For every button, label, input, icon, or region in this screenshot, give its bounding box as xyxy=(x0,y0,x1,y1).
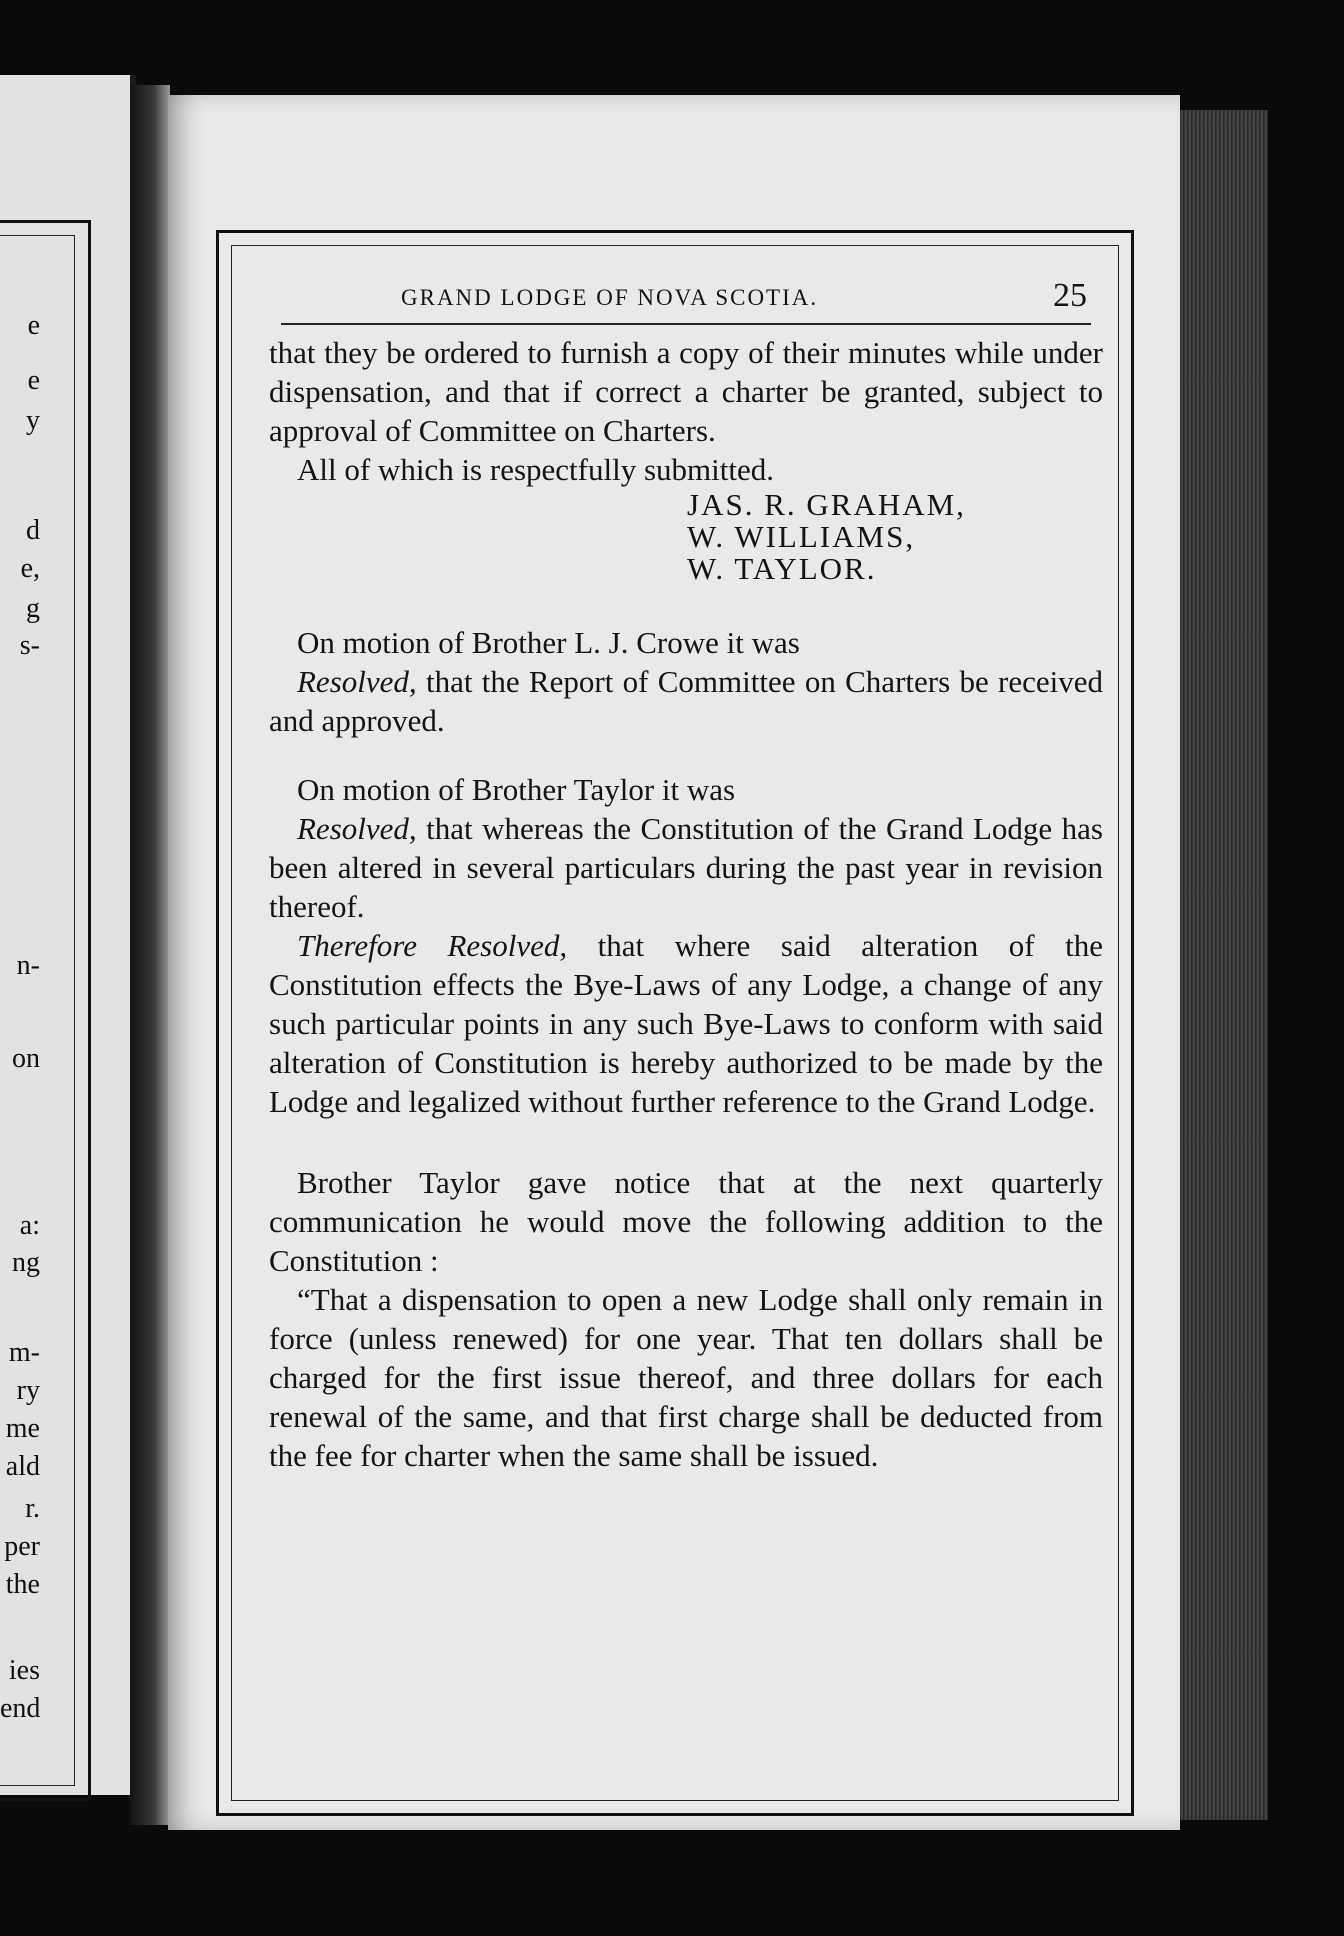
motion-paragraph: On motion of Brother L. J. Crowe it was xyxy=(297,625,800,660)
left-fragment: me xyxy=(5,1413,40,1444)
page-body xyxy=(269,333,1103,1475)
left-fragment: e, xyxy=(20,553,40,584)
signature: W. TAYLOR. xyxy=(687,551,877,586)
signature-block xyxy=(269,489,1103,585)
left-fragment: ng xyxy=(12,1247,40,1278)
motion-paragraph: On motion of Brother Taylor it was xyxy=(297,772,736,807)
resolution-paragraph xyxy=(269,926,1103,1121)
resolved-text: that the Report of Committee on Charters be received and approved. xyxy=(269,664,1103,738)
left-fragment: r. xyxy=(25,1493,40,1524)
resolved-label: Resolved, xyxy=(297,811,417,846)
running-head: GRAND LODGE OF NOVA SCOTIA. xyxy=(401,285,819,310)
left-fragment: g xyxy=(26,593,40,624)
left-fragment: the xyxy=(5,1569,40,1600)
resolved-text: that whereas the Constitution of the Grand Lodge has been altered in several particulars during the past year in revision thereof. xyxy=(269,811,1103,924)
left-page xyxy=(0,75,136,1795)
page-number: 25 xyxy=(1053,277,1087,314)
left-fragment: e xyxy=(27,365,40,396)
left-fragment: s- xyxy=(19,630,40,661)
resolved-label: Resolved, xyxy=(297,664,417,699)
left-fragment: y xyxy=(26,405,40,436)
left-fragment: d xyxy=(26,515,40,546)
left-fragment: ry xyxy=(16,1375,40,1406)
paragraph: All of which is respectfully submitted. xyxy=(297,452,774,487)
left-fragment: end xyxy=(0,1693,41,1724)
page-border xyxy=(216,230,1134,1816)
left-fragment: e xyxy=(27,310,40,341)
left-fragment: ald xyxy=(5,1451,40,1482)
resolution-paragraph xyxy=(269,809,1103,926)
page-edges xyxy=(1180,110,1268,1820)
notice-paragraph: Brother Taylor gave notice that at the next quarterly communication he would move the following addition to the Constitution : xyxy=(269,1165,1103,1278)
left-fragment: per xyxy=(4,1531,40,1562)
left-fragment: a: xyxy=(19,1210,40,1241)
signature: JAS. R. GRAHAM, xyxy=(687,487,966,522)
left-fragment: n- xyxy=(16,950,40,981)
left-fragment: on xyxy=(12,1043,40,1074)
left-page-border xyxy=(0,220,91,1801)
book-page xyxy=(168,95,1180,1830)
page-header xyxy=(281,275,1091,325)
therefore-resolved-label: Therefore Resolved, xyxy=(297,928,568,963)
resolution-paragraph xyxy=(269,662,1103,740)
left-fragment: m- xyxy=(8,1337,40,1368)
signature: W. WILLIAMS, xyxy=(687,519,916,554)
paragraph: that they be ordered to furnish a copy of their minutes while under dispensation, and that if correct a charter be granted, subject to approval of Committee on Charters. xyxy=(269,335,1103,448)
left-fragment: ies xyxy=(8,1655,40,1686)
book-gutter xyxy=(130,85,170,1825)
quoted-paragraph: “That a dispensation to open a new Lodge shall only remain in force (unless renewed) for one year. That ten dollars shall be charged for the first issue thereof, and three dollars for each renewal of the same, and that first charge shall be deducted from the fee for charter when the same shall be issued. xyxy=(269,1282,1103,1473)
therefore-resolved-text: that where said alteration of the Constitution effects the Bye-Laws of any Lodge, a change of any such particular points in any such Bye-Laws to conform with said alteration of Constitution is hereby authorized to be made by the Lodge and legalized without further reference to the Grand Lodge. xyxy=(269,928,1103,1119)
